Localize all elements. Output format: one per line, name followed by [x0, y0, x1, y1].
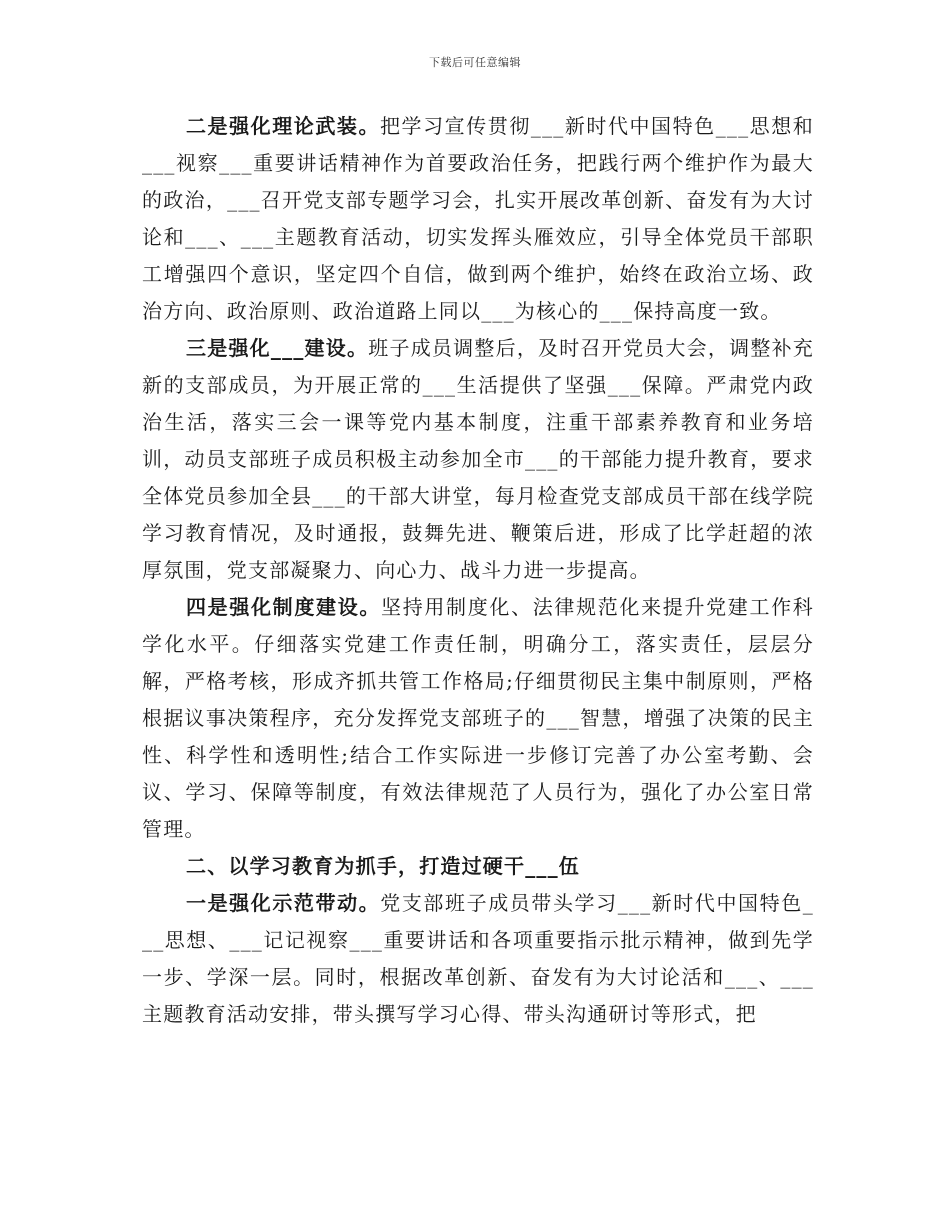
paragraph-text: 把学习宣传贯彻___新时代中国特色___思想和___视察___重要讲话精神作为首要政治任务，把践行两个维护作为最大的政治，___召开党支部专题学习会，扎实开展改革创新、奋发有为大讨论和___、___主题教育活动，切实发挥头雁效应，引导全体党员干部职工增强四个意识，坚定四个自信，做到两个维护，始终在政治立场、政治方向、政治原则、政治道路上同以___为核心的___保持高度一致。 — [142, 114, 814, 323]
page-header: 下载后可任意编辑 — [429, 56, 521, 69]
paragraph-system — [142, 589, 814, 848]
paragraph-lead: 三是强化___建设。 — [186, 336, 369, 360]
paragraph-text: 班子成员调整后，及时召开党员大会，调整补充新的支部成员，为开展正常的___生活提供了坚强___保障。严肃党内政治生活，落实三会一课等党内基本制度，注重干部素养教育和业务培训，动员支部班子成员积极主动参加全市___的干部能力提升教育，要求全体党员参加全县___的干部大讲堂，每月检查党支部成员干部在线学院学习教育情况，及时通报，鼓舞先进、鞭策后进，形成了比学赶超的浓厚氛围，党支部凝聚力、向心力、战斗力进一步提高。 — [142, 336, 815, 582]
paragraph-demonstration — [142, 885, 814, 1033]
paragraph-text: 坚持用制度化、法律规范化来提升党建工作科学化水平。仔细落实党建工作责任制，明确分工，落实责任，层层分解，严格考核，形成齐抓共管工作格局;仔细贯彻民主集中制原则，严格根据议事决策程序，充分发挥党支部班子的___智慧，增强了决策的民主性、科学性和透明性;结合工作实际进一步修订完善了办公室考勤、会议、学习、保障等制度，有效法律规范了人员行为，强化了办公室日常管理。 — [142, 595, 814, 841]
paragraph-lead: 二是强化理论武装。 — [186, 114, 380, 138]
paragraph-lead: 四是强化制度建设。 — [186, 595, 382, 619]
section-heading: 二、以学习教育为抓手，打造过硬干___伍 — [186, 854, 580, 878]
paragraph-theory — [142, 108, 814, 330]
paragraph-lead: 一是强化示范带动。 — [186, 891, 381, 915]
document-body — [142, 108, 814, 1033]
paragraph-text: 党支部班子成员带头学习___新时代中国特色___思想、___记记视察___重要讲话和各项重要指示批示精神，做到先学一步、学深一层。同时，根据改革创新、奋发有为大讨论活和___、___主题教育活动安排，带头撰写学习心得、带头沟通研讨等形式，把 — [142, 891, 814, 1026]
paragraph-construction — [142, 330, 814, 589]
